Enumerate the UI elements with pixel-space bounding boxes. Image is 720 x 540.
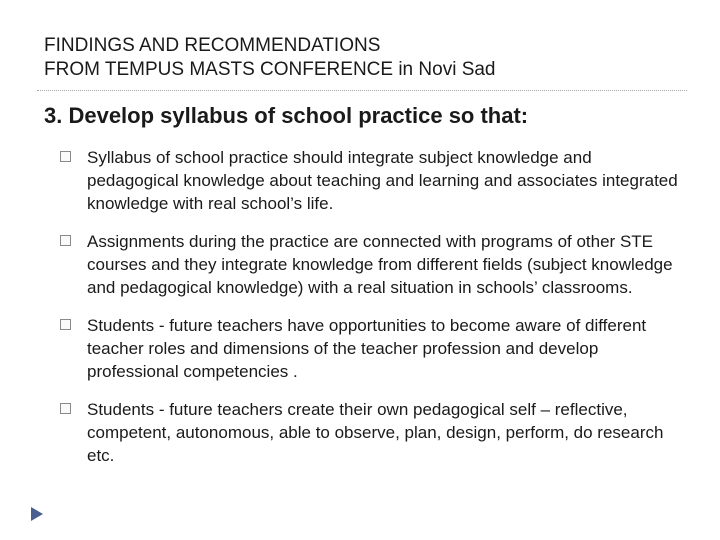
square-bullet-icon [60, 403, 71, 414]
slide-title [44, 34, 684, 82]
title-divider [37, 90, 687, 91]
title-line-2: FROM TEMPUS MASTS CONFERENCE in Novi Sad [44, 59, 496, 80]
bullet-text: Syllabus of school practice should integrate subject knowledge and pedagogical knowledge about teaching and learning and associates integrated knowledge with real school’s life. [87, 148, 678, 213]
bullet-text: Students - future teachers have opportunities to become aware of different teacher roles and dimensions of the teacher profession and develop professional competencies . [87, 316, 647, 381]
bullet-text: Assignments during the practice are connected with programs of other STE courses and they integrate knowledge from different fields (subject knowledge and pedagogical knowledge) with a real situation in schools’ classrooms. [87, 232, 673, 297]
list-item [60, 146, 685, 215]
square-bullet-icon [60, 235, 71, 246]
title-line-1: FINDINGS AND RECOMMENDATIONS [44, 35, 381, 56]
list-item [60, 398, 685, 467]
list-item [60, 230, 685, 299]
list-item [60, 314, 685, 383]
next-slide-arrow-icon[interactable] [30, 506, 44, 522]
square-bullet-icon [60, 319, 71, 330]
square-bullet-icon [60, 151, 71, 162]
bullet-text: Students - future teachers create their own pedagogical self – reflective, competent, autonomous, able to observe, plan, design, perform, do research etc. [87, 400, 664, 465]
bullet-list [60, 146, 685, 482]
section-heading: 3. Develop syllabus of school practice so that: [44, 103, 529, 128]
